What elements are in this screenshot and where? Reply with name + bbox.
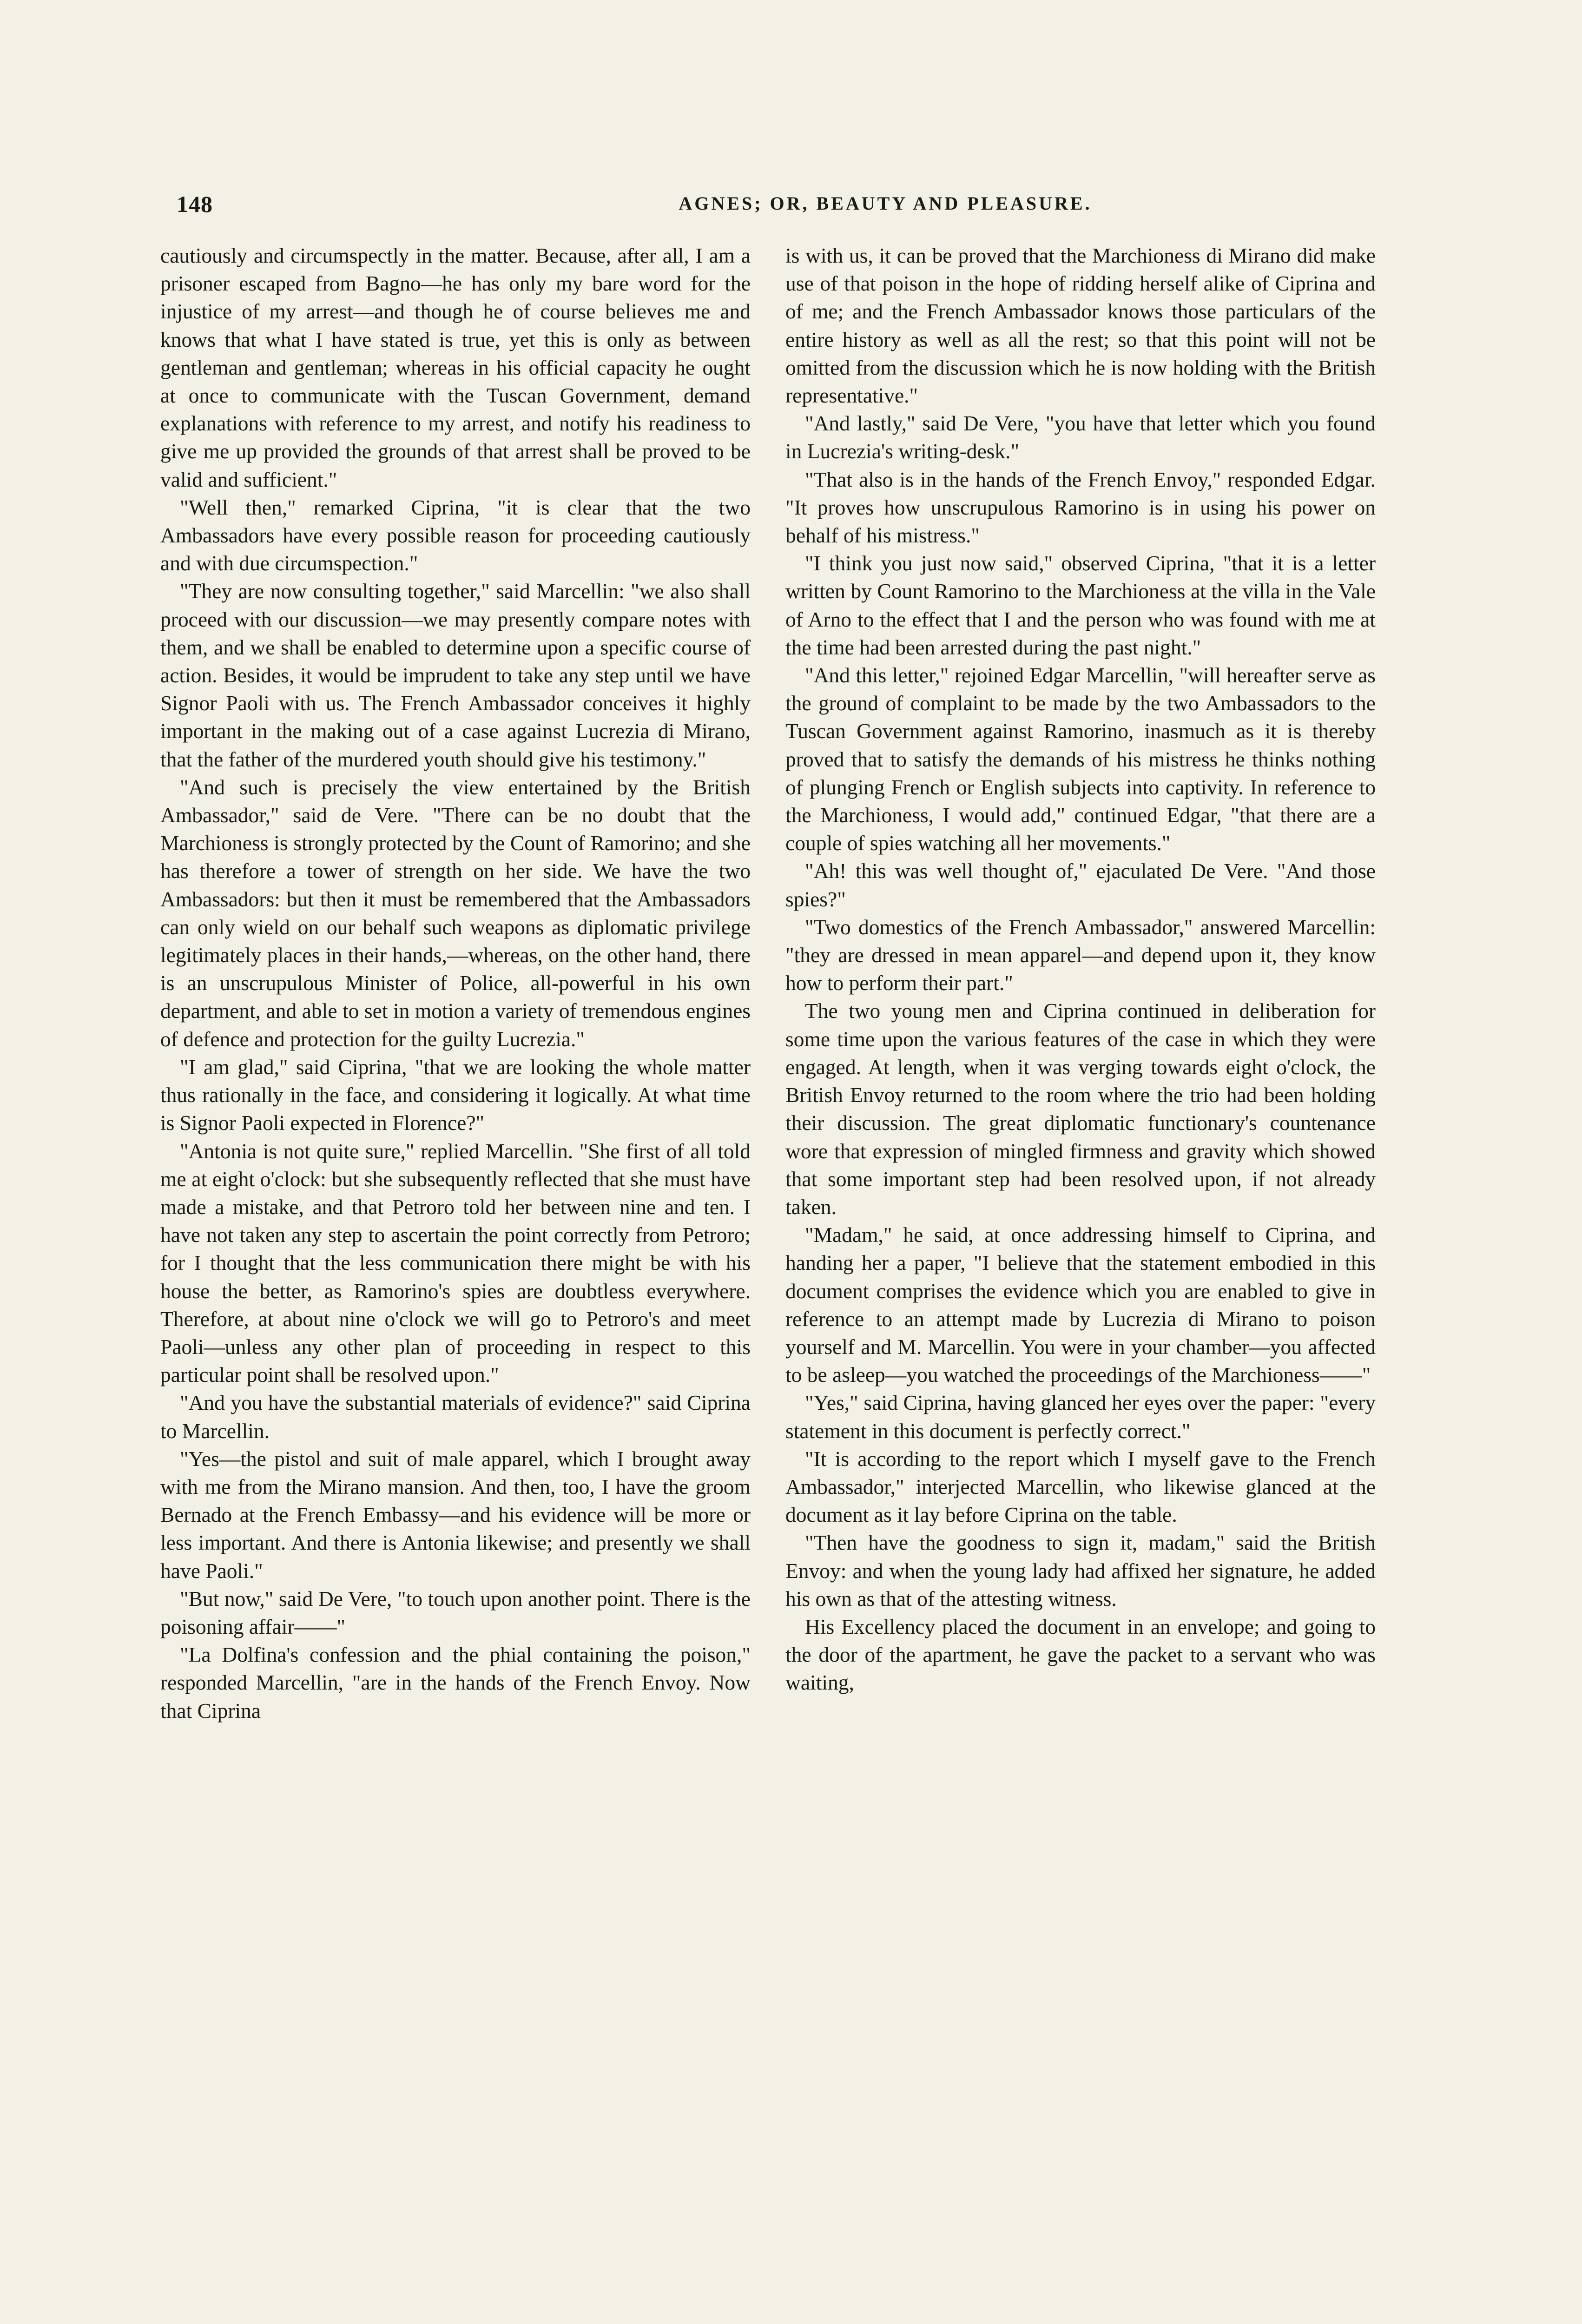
paragraph: cautiously and circumspectly in the matter. Because, after all, I am a prisoner escaped from Bagno—he has only my bare word for the injustice of my arrest—and though he of course believes me and knows that what I have stated is true, yet this is only as between gentleman and gentleman; whereas in his official capacity he ought at once to communicate with the Tuscan Government, demand explanations with reference to my arrest, and notify his readiness to give me up provided the grounds of that arrest shall be proved to be valid and sufficient." bbox=[160, 244, 751, 491]
paragraph: "La Dolfina's confession and the phial containing the poison," responded Marcellin, "are in the hands of the French Envoy. Now that Ciprina bbox=[160, 1643, 751, 1723]
paragraph: "They are now consulting together," said Marcellin: "we also shall proceed with our discussion—we may presently compare notes with them, and we shall be enabled to determine upon a specific course of action. Besides, it would be imprudent to take any step until we have Signor Paoli with us. The French Ambassador conceives it highly important in the making out of a case against Lucrezia di Mirano, that the father of the murdered youth should give his testimony." bbox=[160, 579, 751, 771]
paragraph: The two young men and Ciprina continued in deliberation for some time upon the various features of the case in which they were engaged. At length, when it was verging towards eight o'clock, the British Envoy returned to the room where the trio had been holding their discussion. The great diplomatic functionary's countenance wore that expression of mingled firmness and gravity which showed that some important step had been resolved upon, if not already taken. bbox=[785, 999, 1376, 1219]
paragraph: is with us, it can be proved that the Marchioness di Mirano did make use of that poison in the hope of ridding herself alike of Ciprina and of me; and the French Ambassador knows those particulars of the entire history as well as all the rest; so that this point will not be omitted from the discussion which he is now holding with the British representative." bbox=[785, 244, 1376, 408]
paragraph: "Ah! this was well thought of," ejaculated De Vere. "And those spies?" bbox=[785, 859, 1376, 911]
paragraph: "Yes—the pistol and suit of male apparel, which I brought away with me from the Mirano mansion. And then, too, I have the groom Bernado at the French Embassy—and his evidence will be more or less important. And there is Antonia likewise; and presently we shall have Paoli." bbox=[160, 1446, 751, 1583]
paragraph: "I think you just now said," observed Ciprina, "that it is a letter written by Count Ramorino to the Marchioness at the villa in the Vale of Arno to the effect that I and the person who was found with me at the time had been arrested during the past night." bbox=[785, 551, 1376, 659]
paragraph: "Two domestics of the French Ambassador," answered Marcellin: "they are dressed in mean apparel—and depend upon it, they know how to perform their part." bbox=[785, 915, 1376, 995]
paragraph: "And lastly," said De Vere, "you have that letter which you found in Lucrezia's writing-desk." bbox=[785, 411, 1376, 463]
right-column bbox=[785, 242, 1376, 2324]
paragraph: "That also is in the hands of the French Envoy," responded Edgar. "It proves how unscrupulous Ramorino is in using his power on behalf of his mistress." bbox=[785, 467, 1376, 548]
paragraph: "And you have the substantial materials of evidence?" said Ciprina to Marcellin. bbox=[160, 1391, 751, 1443]
left-column bbox=[160, 242, 751, 2324]
paragraph: "Well then," remarked Ciprina, "it is clear that the two Ambassadors have every possible reason for proceeding cautiously and with due circumspection." bbox=[160, 495, 751, 575]
paragraph: "Then have the goodness to sign it, madam," said the British Envoy: and when the young lady had affixed her signature, he added his own as that of the attesting witness. bbox=[785, 1531, 1376, 1611]
page-number: 148 bbox=[177, 191, 213, 217]
paragraph: "Madam," he said, at once addressing himself to Ciprina, and handing her a paper, "I believe that the statement embodied in this document comprises the evidence which you are enabled to give in reference to an attempt made by Lucrezia di Mirano to poison yourself and M. Marcellin. You were in your chamber—you affected to be asleep—you watched the proceedings of the Marchioness——" bbox=[785, 1223, 1376, 1387]
paragraph: His Excellency placed the document in an envelope; and going to the door of the apartment, he gave the packet to a servant who was waiting, bbox=[785, 1614, 1376, 1695]
running-title: AGNES; OR, BEAUTY AND PLEASURE. bbox=[679, 193, 1092, 214]
paragraph: "But now," said De Vere, "to touch upon another point. There is the poisoning affair——" bbox=[160, 1586, 751, 1638]
paragraph: "It is according to the report which I myself gave to the French Ambassador," interjected Marcellin, who likewise glanced at the document as it lay before Ciprina on the table. bbox=[785, 1446, 1376, 1527]
page-header bbox=[177, 191, 1501, 228]
paragraph: "I am glad," said Ciprina, "that we are looking the whole matter thus rationally in the face, and considering it logically. At what time is Signor Paoli expected in Florence?" bbox=[160, 1055, 751, 1135]
paragraph: "Antonia is not quite sure," replied Marcellin. "She first of all told me at eight o'clock: but she subsequently reflected that she must have made a mistake, and that Petroro told her between nine and ten. I have not taken any step to ascertain the point correctly from Petroro; for I thought that the less communication there might be with his house the better, as Ramorino's spies are doubtless everywhere. Therefore, at about nine o'clock we will go to Petroro's and meet Paoli—unless any other plan of proceeding in respect to this particular point shall be resolved upon." bbox=[160, 1139, 751, 1387]
paragraph: "And this letter," rejoined Edgar Marcellin, "will hereafter serve as the ground of complaint to be made by the two Ambassadors to the Tuscan Government against Ramorino, inasmuch as it is thereby proved that to satisfy the demands of his mistress he thinks nothing of plunging French or English subjects into captivity. In reference to the Marchioness, I would add," continued Edgar, "that there are a couple of spies watching all her movements." bbox=[785, 663, 1376, 855]
paragraph: "And such is precisely the view entertained by the British Ambassador," said de Vere. "There can be no doubt that the Marchioness is strongly protected by the Count of Ramorino; and she has therefore a tower of strength on her side. We have the two Ambassadors: but then it must be remembered that the Ambassadors can only wield on our behalf such weapons as diplomatic privilege legitimately places in their hands,—whereas, on the other hand, there is an unscrupulous Minister of Police, all-powerful in his own department, and able to set in motion a variety of tremendous engines of defence and protection for the guilty Lucrezia." bbox=[160, 775, 751, 1051]
paragraph: "Yes," said Ciprina, having glanced her eyes over the paper: "every statement in this document is perfectly correct." bbox=[785, 1391, 1376, 1443]
